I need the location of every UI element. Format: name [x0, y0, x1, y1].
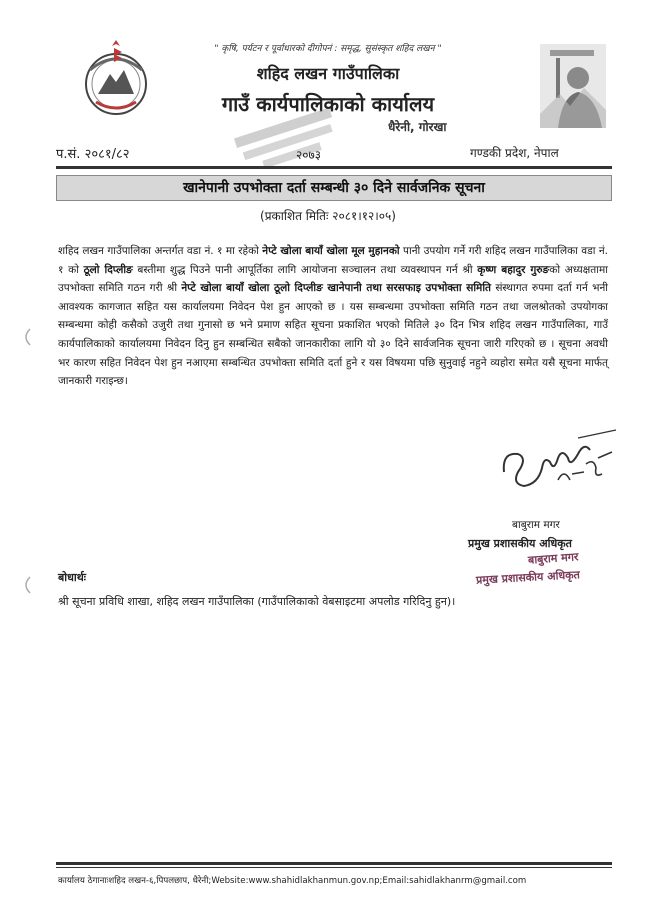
cc-text: श्री सूचना प्रविधि शाखा, शहिद लखन गाउँपालिका (गाउँपालिकाको वेबसाइटमा अपलोड गरिदिनु हुन)। — [58, 595, 456, 608]
body-segment: शहिद लखन गाउँपालिका अन्तर्गत वडा नं. १ मा रहेको — [58, 245, 263, 257]
footer-divider — [56, 862, 612, 865]
reference-number: प.सं. २०८१/८२ — [56, 147, 130, 162]
cc-label: बोधार्थः — [58, 571, 86, 584]
office-address: धैरेनी, गोरखा — [388, 120, 447, 134]
footer-contact: कार्यालय ठेगानाःशहिद लखन-६,पिपलछाप, धैरेनी;Website:www.shahidlakhanmun.gov.np;Email:sahidlakhanrm@gmail.com — [58, 876, 527, 886]
seal-name: बाबुराम मगर — [527, 550, 579, 567]
body-segment: बस्तीमा शुद्ध पिउने पानी आपूर्तिका लागि आयोजना सञ्चालन तथा व्यवस्थापन गर्न श्री — [132, 263, 478, 276]
body-segment-bold: ठूलो दिप्लीङ — [83, 263, 133, 276]
org-name: शहिद लखन गाउँपालिका — [256, 64, 400, 83]
body-segment-bold: नेप्टे खोला बायाँ खोला मूल मुहानको — [262, 245, 400, 257]
body-segment-bold: कृष्ण बहादुर गुरुङ — [477, 263, 550, 276]
established-year: २०७३ — [296, 148, 321, 162]
office-name: गाउँ कार्यपालिकाको कार्यालय — [221, 92, 435, 116]
signatory-name: बाबुराम मगर — [512, 519, 560, 531]
body-segment: संस्थागत रुपमा दर्ता गर्न भनी आवश्यक कागजात सहित यस कार्यालयमा निवेदन पेश हुन आएको छ । यस सम्बन्धमा उपभोक्ता समिति गठन तथा जलश्रोतको उपयोगका सम्बन्धमा कोही कसैको उजुरी तथा गुनासो छ भने प्रमाण सहित सूचना प्रकाशित भएको मितिले ३० दिन भित्र शहिद लखन गाउँपालिका, गाउँ कार्यपालिकाको कार्यालयमा निवेदन दिनु हुन सम्बन्धित सबैको जानकारीका लागि यो ३० दिने सार्वजनिक सूचना जारी गरिएको छ । सूचना अवधी भर कारण सहित निवेदन पेश हुन नआएमा सम्बन्धित उपभोक्ता समिति दर्ता हुने र यस विषयमा पछि सुनुवाई नहुने व्यहोरा समेत यसै सूचना मार्फत् जानकारी गराइन्छ। — [58, 282, 608, 388]
header-divider — [56, 166, 612, 169]
notice-body — [58, 242, 608, 391]
signatory-title: प्रमुख प्रशासकीय अधिकृत — [468, 537, 572, 550]
seal-title: प्रमुख प्रशासकीय अधिकृत — [475, 568, 581, 587]
punch-hole-icon — [20, 328, 32, 346]
notice-title: खानेपानी उपभोक्ता दर्ता सम्बन्धी ३० दिने सार्वजनिक सूचना — [56, 175, 612, 201]
body-segment: पानी उपयोग गर्ने गरी शहिद लखन गाउँपालिका वडा नं. १ को — [58, 245, 608, 276]
signature-icon — [498, 428, 618, 508]
body-segment: को अध्यक्षतामा उपभोक्ता समिति गठन गरी श्री — [58, 263, 608, 295]
motto: " कृषि, पर्यटन र पूर्वाधारको दीगोपनं : समृद्ध, सुसंस्कृत शहिद लखन " — [214, 44, 442, 54]
province: गण्डकी प्रदेश, नेपाल — [470, 146, 559, 160]
published-date: (प्रकाशित मितिः २०८१।१२।०५) — [260, 209, 396, 223]
body-segment-bold: नेप्टे खोला बायाँ खोला ठूलो दिप्लीङ खानेपानी तथा सरसफाइ उपभोक्ता समिति — [181, 282, 492, 295]
footer-divider-thin — [56, 867, 612, 868]
punch-hole-icon — [20, 576, 32, 594]
